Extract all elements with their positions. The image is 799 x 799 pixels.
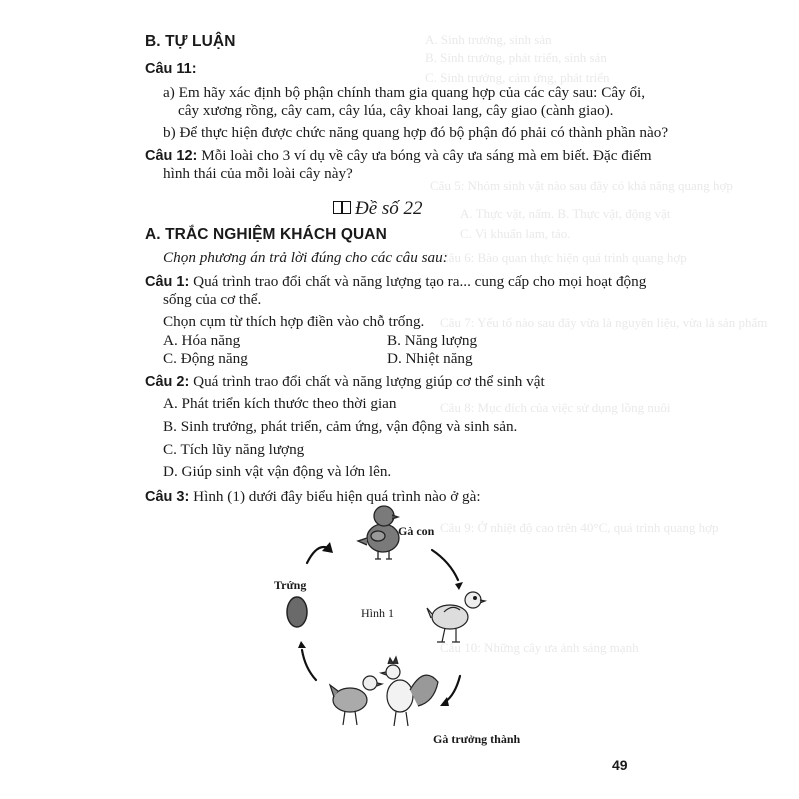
young-chicken-drawing [427, 592, 485, 642]
question-2-option-c: C. Tích lũy năng lượng [163, 441, 305, 458]
question-1-instruction: Chọn cụm từ thích hợp điền vào chỗ trống. [163, 313, 425, 330]
adult-chickens-drawing [330, 657, 438, 726]
question-2-option-a: A. Phát triển kích thước theo thời gian [163, 395, 397, 412]
exam-title-text: Đề số 22 [355, 198, 423, 219]
question-12-text: Mỗi loài cho 3 ví dụ về cây ưa bóng và cây ưa sáng mà em biết. Đặc điểm [197, 147, 652, 164]
question-2-text: Quá trình trao đổi chất và năng lượng giúp cơ thể sinh vật [189, 373, 545, 390]
question-11-part-a: a) Em hãy xác định bộ phận chính tham gia quang hợp của các cây sau: Cây ổi, [163, 84, 646, 101]
instruction-text: Chọn phương án trả lời đúng cho các câu sau: [163, 249, 448, 266]
question-11-part-a-continued: cây xương rồng, cây cam, cây lúa, cây khoai lang, cây giao (cành giao). [178, 102, 614, 119]
question-1-option-d: D. Nhiệt năng [387, 350, 473, 367]
egg-drawing [287, 597, 307, 627]
section-a-heading: A. TRẮC NGHIỆM KHÁCH QUAN [145, 226, 387, 243]
section-b-heading: B. TỰ LUẬN [145, 33, 236, 50]
stage-label-chick: Gà con [398, 524, 435, 538]
question-2-option-b: B. Sinh trưởng, phát triển, cảm ứng, vận động và sinh sản. [163, 418, 518, 435]
question-1-label: Câu 1: [145, 274, 190, 290]
figure-caption: Hình 1 [361, 606, 394, 620]
stage-label-egg: Trứng [274, 578, 307, 592]
question-11-label: Câu 11: [145, 61, 197, 77]
question-1-continued: sống của cơ thể. [163, 291, 262, 308]
question-12-label: Câu 12: [145, 148, 198, 164]
page-number: 49 [612, 757, 628, 773]
question-1-option-c: C. Động năng [163, 350, 248, 367]
question-3-text: Hình (1) dưới đây biểu hiện quá trình nào ở gà: [189, 488, 481, 505]
question-2-option-d: D. Giúp sinh vật vận động và lớn lên. [163, 463, 392, 480]
question-12-continued: hình thái của mỗi loài cây này? [163, 165, 353, 182]
textbook-page: A. Sinh trưởng, sinh sản B. Sinh trưởng, phát triển, sinh sản C. Sinh trưởng, cảm ứng, phát triển Câu 5: Nhóm sinh vật nào sau đây có khả năng quang hợp A. Thực vật, nấm. B. Thực vật, động vật C. Vi khuẩn lam, tảo. Câu 6: Bào quan thực hiện quá trình quang hợp Câu 7: Yếu tố nào sau đây vừa là nguyên liệu, vừa là sản phẩm Câu 8: Mục đích của việc sử dụng lồng nuôi Câu 9: Ở nhiệt độ cao trên 40°C, quá trình quang hợp Câu 10: Những cây ưa ánh sáng mạnh B. TỰ LUẬN Câu 11: a) Em hãy xác định bộ phận chính tham gia quang hợp của các cây sau: Cây ổi, cây xương rồng, cây cam, cây lúa, cây khoai lang, cây giao (cành giao). b) Để thực hiện được chức năng quang hợp đó bộ phận đó phải có thành phần nào? Câu 12: Mỗi loài cho 3 ví dụ về cây ưa bóng và cây ưa sáng mà em biết. Đặc điểm hình thái của mỗi loài cây này? Đề số 22 A. TRẮC NGHIỆM KHÁCH QUAN Chọn phương án trả lời đúng cho các câu sau: Câu 1: Quá trình trao đổi chất và năng lượng tạo ra... cung cấp cho mọi hoạt động sống của cơ thể. Chọn cụm từ thích hợp điền vào chỗ trống. A. Hóa năng B. Năng lượng C. Động năng D. Nhiệt năng Câu 2: Quá trình trao đổi chất và năng lượng giúp cơ thể sinh vật A. Phát triển kích thước theo thời gian B. Sinh trưởng, phát triển, cảm ứng, vận động và sinh sản. C. Tích lũy năng lượng D. Giúp sinh vật vận động và lớn lên. Câu 3: Hình (1) dưới đây biểu hiện quá trình nào ở gà: Gà con Trứng Hình 1 Gà trưởng thành 49 [0, 0, 799, 799]
question-1-option-b: B. Năng lượng [387, 332, 478, 349]
question-3-label: Câu 3: [145, 489, 190, 505]
chick-drawing [358, 506, 399, 559]
stage-label-adult: Gà trưởng thành [433, 732, 521, 746]
question-1-option-a: A. Hóa năng [163, 332, 241, 349]
question-1-text: Quá trình trao đổi chất và năng lượng tạo ra... cung cấp cho mọi hoạt động [189, 273, 647, 290]
question-2-label: Câu 2: [145, 374, 190, 390]
question-11-part-b: b) Để thực hiện được chức năng quang hợp đó bộ phận đó phải có thành phần nào? [163, 124, 669, 141]
